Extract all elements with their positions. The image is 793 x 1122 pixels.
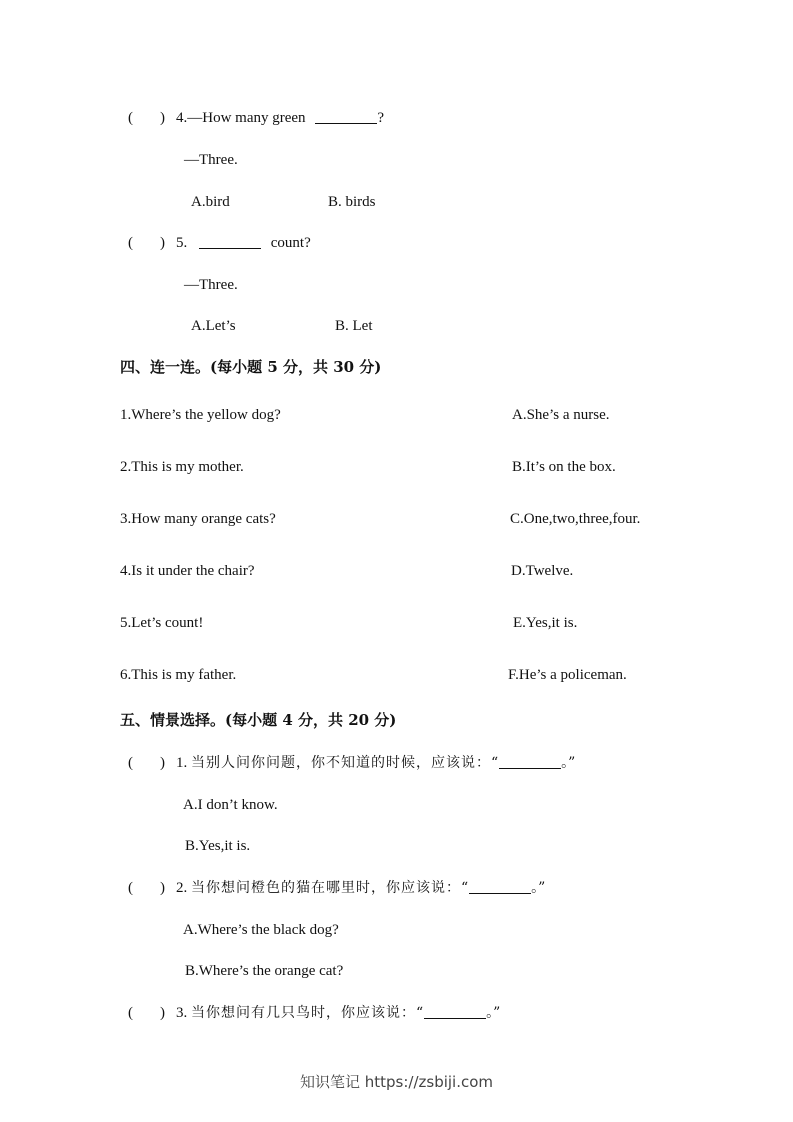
match-right-a: A.She’s a nurse. bbox=[512, 407, 610, 423]
match-left-1: 1.Where’s the yellow dog? bbox=[120, 407, 281, 423]
option-a: A.Where’s the black dog? bbox=[183, 922, 339, 938]
scenario-question-3 bbox=[176, 1004, 500, 1022]
match-right-c: C.One,two,three,four. bbox=[510, 511, 641, 527]
match-right-e: E.Yes,it is. bbox=[513, 615, 578, 631]
answer-paren-open: ( bbox=[128, 755, 133, 771]
question-text: —How many green bbox=[187, 110, 306, 126]
answer-blank[interactable] bbox=[424, 1004, 486, 1019]
scenario-question-2 bbox=[176, 879, 545, 897]
match-left-6: 6.This is my father. bbox=[120, 667, 237, 683]
answer-blank[interactable] bbox=[499, 754, 561, 769]
answer-paren-close: ) bbox=[160, 880, 165, 896]
reply-text: —Three. bbox=[184, 277, 238, 293]
match-right-b: B.It’s on the box. bbox=[512, 459, 616, 475]
answer-paren-open: ( bbox=[128, 1005, 133, 1021]
question-suffix: count? bbox=[270, 235, 311, 251]
question-number: 4. bbox=[176, 110, 188, 126]
match-left-4: 4.Is it under the chair? bbox=[120, 563, 255, 579]
answer-blank[interactable] bbox=[199, 234, 261, 249]
question-suffix: ? bbox=[377, 110, 384, 126]
question-end: 。” bbox=[561, 755, 576, 771]
match-left-2: 2.This is my mother. bbox=[120, 459, 244, 475]
question-text: 当你想问橙色的猫在哪里时，你应该说：“ bbox=[191, 880, 470, 896]
option-b: B. birds bbox=[328, 194, 376, 210]
option-b: B. Let bbox=[335, 318, 373, 334]
option-a: A.I don’t know. bbox=[183, 797, 278, 813]
answer-paren-open: ( bbox=[128, 235, 133, 251]
question-5 bbox=[176, 234, 311, 252]
match-left-5: 5.Let’s count! bbox=[120, 615, 204, 631]
option-a: A.bird bbox=[191, 194, 230, 210]
answer-paren-close: ) bbox=[160, 110, 165, 126]
option-b: B.Where’s the orange cat? bbox=[185, 963, 344, 979]
reply-text: —Three. bbox=[184, 152, 238, 168]
answer-paren-close: ) bbox=[160, 235, 165, 251]
question-4 bbox=[176, 109, 384, 127]
match-left-3: 3.How many orange cats? bbox=[120, 511, 276, 527]
question-text: 当别人问你问题，你不知道的时候，应该说：“ bbox=[191, 755, 500, 771]
answer-paren-open: ( bbox=[128, 880, 133, 896]
section-5-title: 五、情景选择。(每小题 4 分，共 20 分) bbox=[120, 711, 397, 729]
question-end: 。” bbox=[531, 880, 546, 896]
answer-paren-close: ) bbox=[160, 755, 165, 771]
option-a: A.Let’s bbox=[191, 318, 236, 334]
question-number: 5. bbox=[176, 235, 188, 251]
footer-watermark: 知识笔记 https://zsbiji.com bbox=[299, 1073, 494, 1091]
question-number: 2. bbox=[176, 880, 188, 896]
question-text: 当你想问有几只鸟时，你应该说：“ bbox=[191, 1005, 425, 1021]
answer-blank[interactable] bbox=[469, 879, 531, 894]
question-number: 3. bbox=[176, 1005, 188, 1021]
scenario-question-1 bbox=[176, 754, 575, 772]
match-right-d: D.Twelve. bbox=[511, 563, 574, 579]
answer-blank[interactable] bbox=[315, 109, 377, 124]
answer-paren-close: ) bbox=[160, 1005, 165, 1021]
question-number: 1. bbox=[176, 755, 188, 771]
match-right-f: F.He’s a policeman. bbox=[508, 667, 627, 683]
option-b: B.Yes,it is. bbox=[185, 838, 251, 854]
answer-paren-open: ( bbox=[128, 110, 133, 126]
section-4-title: 四、连一连。(每小题 5 分，共 30 分) bbox=[120, 358, 382, 376]
question-end: 。” bbox=[486, 1005, 501, 1021]
